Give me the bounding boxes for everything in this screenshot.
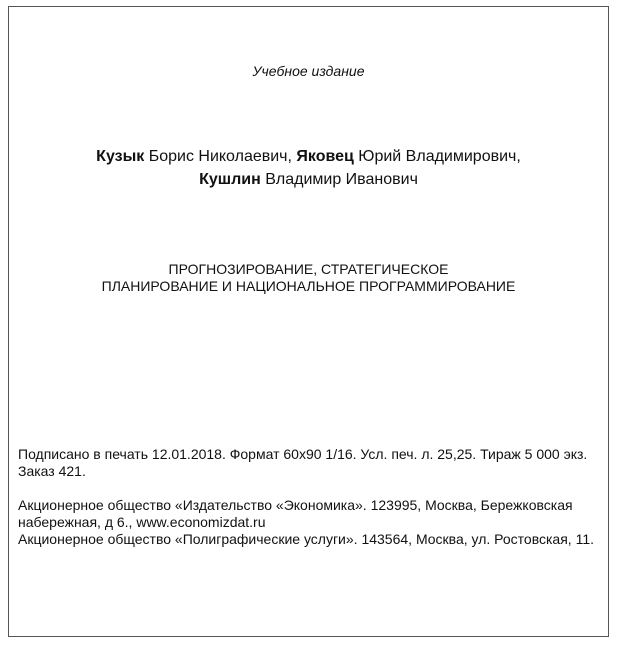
signed-to-print-info: Подписано в печать 12.01.2018. Формат 60х90 1/16. Усл. печ. л. 25,25. Тираж 5 000 экз. Заказ 421. (18, 446, 588, 479)
author-3-surname: Кушлин (199, 171, 261, 188)
authors (9, 145, 608, 191)
authors-line-1 (9, 145, 608, 168)
authors-line-2 (9, 168, 608, 191)
book-title-line-1: ПРОГНОЗИРОВАНИЕ, СТРАТЕГИЧЕСКОЕ (168, 261, 449, 277)
printer-info: Акционерное общество «Полиграфические услуги». 143564, Москва, ул. Ростовская, 11. (18, 531, 594, 547)
edition-type: Учебное издание (252, 63, 365, 79)
author-2-name: Юрий Владимирович, (358, 148, 521, 165)
publisher-info: Акционерное общество «Издательство «Экономика». 123995, Москва, Бережковская набережная, д 6., www.economizdat.ru (18, 497, 573, 530)
imprint (18, 446, 603, 548)
page-frame (8, 6, 609, 637)
book-title (9, 261, 608, 295)
book-title-line-2: ПЛАНИРОВАНИЕ И НАЦИОНАЛЬНОЕ ПРОГРАММИРОВАНИЕ (101, 278, 516, 294)
author-1-name: Борис Николаевич, (148, 148, 292, 165)
author-2-surname: Яковец (296, 148, 354, 165)
author-3-name: Владимир Иванович (265, 171, 418, 188)
author-1-surname: Кузык (96, 148, 145, 165)
imprint-spacer (18, 480, 603, 497)
